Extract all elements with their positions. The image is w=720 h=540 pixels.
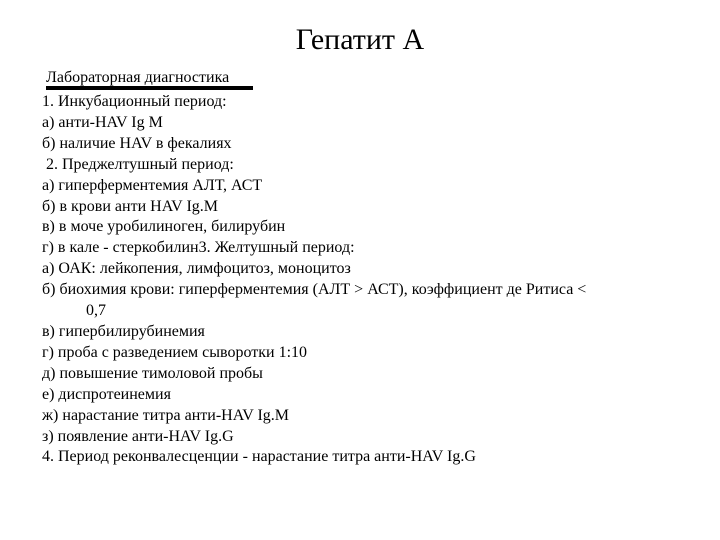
subtitle-underline: [46, 86, 253, 90]
slide-body: [42, 92, 682, 468]
body-line: г) проба с разведением сыворотки 1:10: [42, 343, 308, 361]
body-line: 2. Преджелтушный период:: [46, 155, 234, 173]
body-line: а) ОАК: лейкопения, лимфоцитоз, моноцитоз: [42, 260, 351, 278]
body-line: б) наличие HAV в фекалиях: [42, 134, 232, 152]
body-line: в) в моче уробилиноген, билирубин: [42, 218, 286, 236]
body-line-continuation: 0,7: [86, 302, 106, 320]
slide-title-text: Гепатит А: [295, 23, 425, 56]
body-line: б) в крови анти HAV Ig.M: [42, 197, 218, 215]
body-line: 1. Инкубационный период:: [42, 93, 227, 110]
body-line: д) повышение тимоловой пробы: [42, 364, 263, 382]
body-line: в) гипербилирубинемия: [42, 322, 205, 340]
body-line: з) появление анти-HAV Ig.G: [42, 427, 234, 445]
body-line: ж) нарастание титра анти-HAV Ig.M: [42, 406, 290, 424]
body-line: б) биохимия крови: гиперферментемия (АЛТ > АСТ), коэффициент де Ритиса <: [42, 281, 587, 299]
body-line: г) в кале - стеркобилин3. Желтушный период:: [42, 239, 355, 257]
slide-title: [0, 22, 720, 58]
body-line: 4. Период реконвалесценции - нарастание титра анти-HAV Ig.G: [42, 448, 476, 466]
body-line: е) диспротеинемия: [42, 385, 171, 403]
body-line: а) анти-HAV Ig M: [42, 113, 163, 131]
slide-subtitle: Лабораторная диагностика: [46, 69, 230, 86]
body-line: а) гиперферментемия АЛТ, АСТ: [42, 176, 263, 194]
